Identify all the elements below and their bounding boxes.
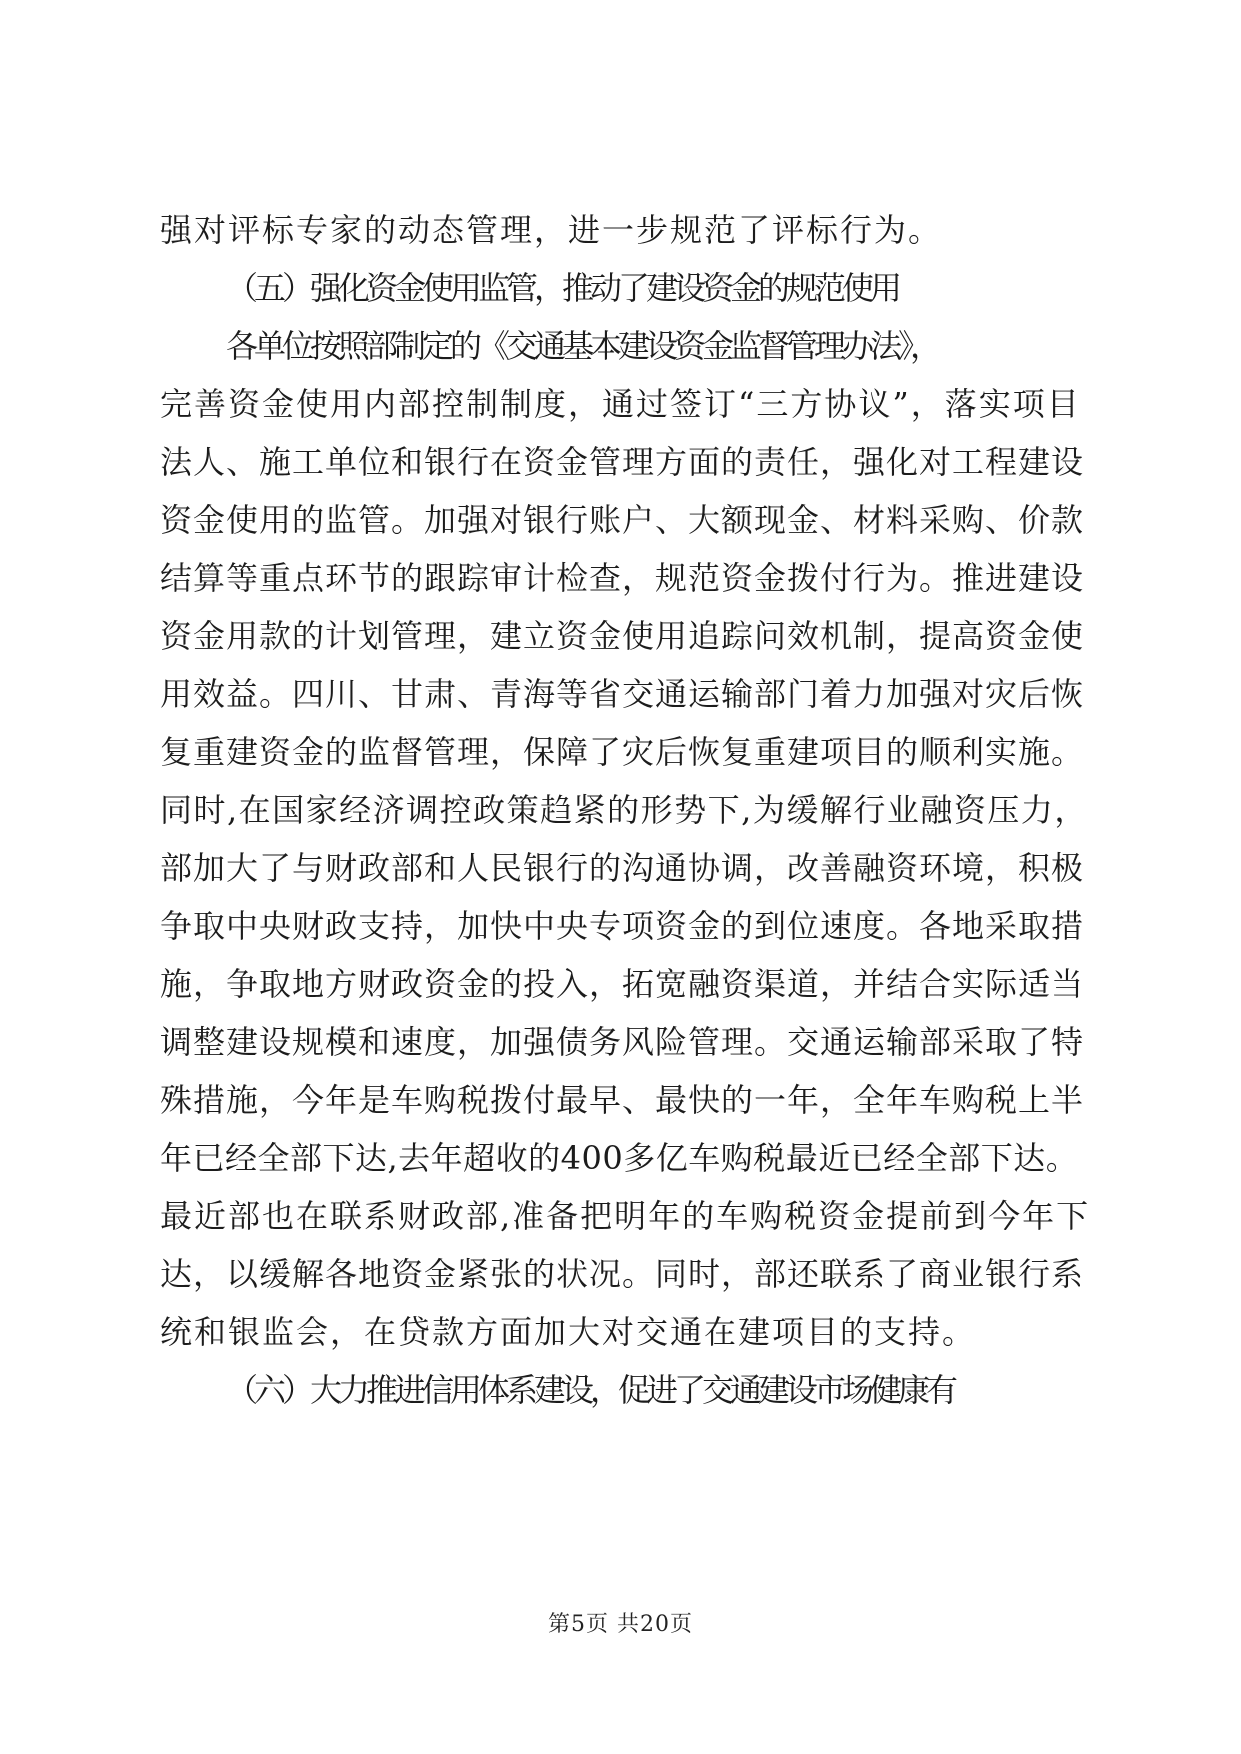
body-text-line: 部加大了与财政部和人民银行的沟通协调，改善融资环境，积极 [160,849,1085,887]
body-text-line: 殊措施，今年是车购税拨付最早、最快的一年，全年车购税上半 [160,1081,1085,1119]
body-text-line: 复重建资金的监督管理，保障了灾后恢复重建项目的顺利实施。 [160,733,1085,771]
body-text-line: 强对评标专家的动态管理，进一步规范了评标行为。 [160,211,943,249]
body-text-line: 法人、施工单位和银行在资金管理方面的责任，强化对工程建设 [160,443,1085,481]
body-text-line: 同时,在国家经济调控政策趋紧的形势下,为缓解行业融资压力， [160,791,1088,829]
section-heading: （六）大力推进信用体系建设，促进了交通建设市场健康有 [226,1371,955,1409]
body-text-line: 资金使用的监管。加强对银行账户、大额现金、材料采购、价款 [160,501,1085,539]
body-text-line: 争取中央财政支持，加快中央专项资金的到位速度。各地采取措 [160,907,1085,945]
body-text-line: 最近部也在联系财政部,准备把明年的车购税资金提前到今年下 [160,1197,1091,1235]
body-text-line: 达，以缓解各地资金紧张的状况。同时，部还联系了商业银行系 [160,1255,1085,1293]
body-text-line: 调整建设规模和速度，加强债务风险管理。交通运输部采取了特 [160,1023,1085,1061]
body-text-line: 完善资金使用内部控制制度，通过签订“三方协议”，落实项目 [160,385,1081,423]
body-text-line: 用效益。四川、甘肃、青海等省交通运输部门着力加强对灾后恢 [160,675,1085,713]
body-text-line: 年已经全部下达,去年超收的400多亿车购税最近已经全部下达。 [160,1139,1079,1177]
body-text-line: 统和银监会，在贷款方面加大对交通在建项目的支持。 [160,1313,977,1351]
body-text-line: 结算等重点环节的跟踪审计检查，规范资金拨付行为。推进建设 [160,559,1085,597]
body-text-line: 资金用款的计划管理，建立资金使用追踪问效机制，提高资金使 [160,617,1085,655]
body-text-line: 施，争取地方财政资金的投入，拓宽融资渠道，并结合实际适当 [160,965,1085,1003]
paragraph-first-line: 各单位按照部制定的《交通基本建设资金监督管理办法》， [226,327,939,365]
page-number-footer: 第5页 共20页 [548,1612,693,1637]
section-heading: （五）强化资金使用监管，推动了建设资金的规范使用 [226,269,899,307]
